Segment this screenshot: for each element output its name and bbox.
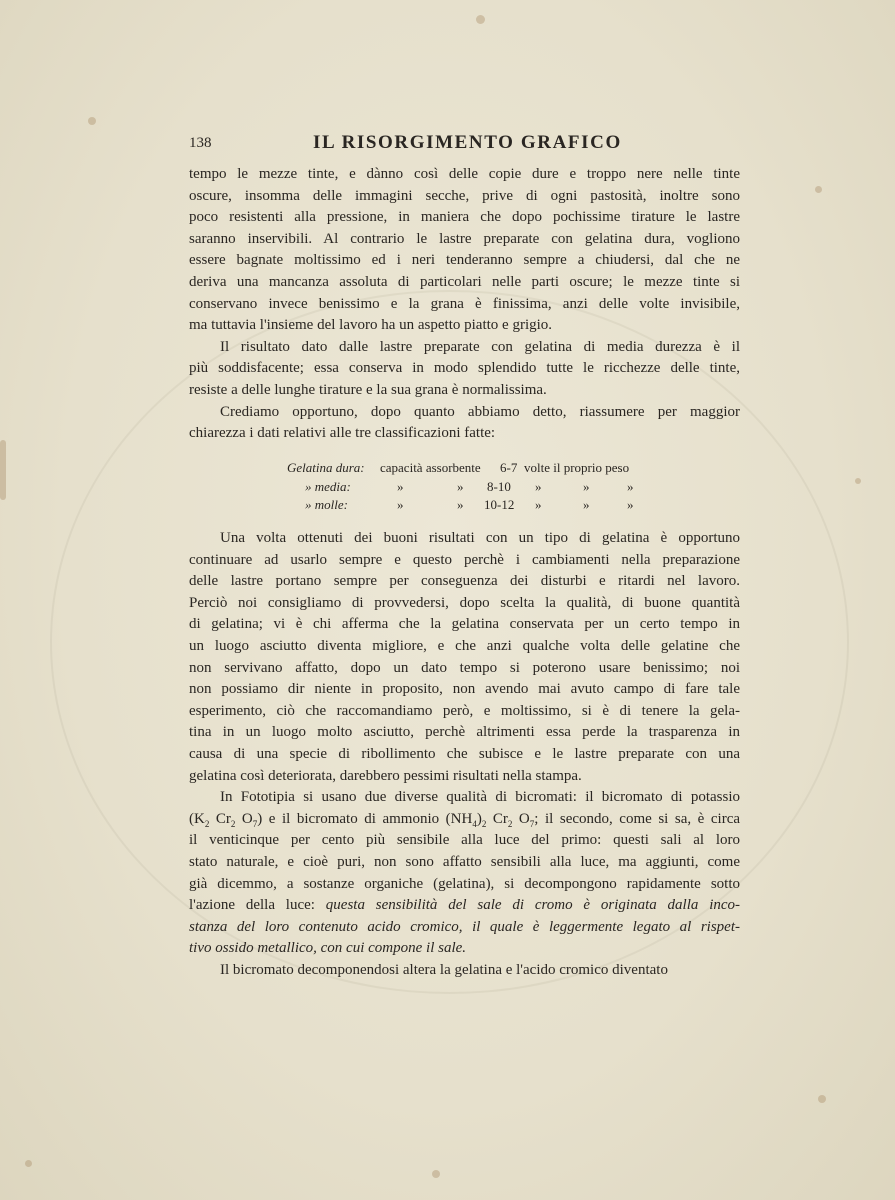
foxing-spot (88, 117, 96, 125)
table-cell: » (627, 478, 634, 494)
text-line: delle lastre portano sempre per conseguenza dei disturbi e ritardi nel lavoro. (189, 573, 740, 590)
table-value: 8-10 (487, 478, 511, 494)
text-line: In Fototipia si usano due diverse qualità di bicromati: il bicromato di potassio (220, 789, 740, 806)
text-line: Perciò noi consigliamo di provvedersi, dopo scelta la qualità, di buone quantità (189, 594, 740, 611)
running-title: IL RISORGIMENTO GRAFICO (313, 132, 622, 153)
text-line: il venticinque per cento più sensibile alla luce del primo: questi sali al loro (189, 832, 740, 849)
text-line: tina in un luogo molto asciutto, perchè altrimenti essa perde la trasparenza in (189, 724, 740, 741)
text-line: tempo le mezze tinte, e dànno così delle copie dure e troppo nere nelle tinte (189, 166, 740, 182)
text-line: Il risultato dato dalle lastre preparate con gelatina di media durezza è il (220, 338, 740, 355)
text-line: oscure, insomma delle immagini secche, prive di ogni pastosità, inoltre sono (189, 187, 740, 204)
text-line: causa di una specie di ribollimento che subisce e le lastre preparate con una (189, 745, 740, 762)
foxing-spot (0, 440, 6, 500)
table-row (287, 496, 647, 515)
table-cell: » (397, 497, 404, 512)
text-line: deriva una mancanza assoluta di particolari nelle parti oscure; le mezze tinte si (189, 273, 740, 290)
text-line: un luogo asciutto diventa migliore, e che anzi qualche volta delle gelatine che (189, 637, 740, 654)
table-cell: » (457, 497, 464, 512)
text-line: esperimento, ciò che raccomandiamo però, e moltissimo, si è di tenere la gela- (189, 702, 740, 719)
foxing-spot (855, 478, 861, 484)
text-line: già dicemmo, a sostanze organiche (gelatina), si decompongono rapidamente sotto (189, 875, 740, 892)
text-line: Crediamo opportuno, dopo quanto abbiamo detto, riassumere per maggior (220, 403, 740, 420)
text-line: tivo ossido metallico, con cui compone il sale. (189, 940, 467, 957)
page-number: 138 (189, 135, 212, 151)
table-label: » molle: (305, 497, 348, 512)
text-line: gelatina così deteriorata, darebbero pessimi risultati nella stampa. (189, 767, 582, 784)
text-line: poco resistenti alla pressione, in maniera che dopo pochissime tirature le lastre (189, 209, 740, 226)
formula-line: ($K_2$ $Cr_2$ $O_7$) e il bicromato di ammonio $(NH_4)_2$ $Cr_2$ $O_7$; il secondo, come si sa, è circa (189, 810, 740, 829)
table-cell: » (583, 497, 590, 512)
text-line: continuare ad usarlo sempre e questo perchè i cambiamenti nella preparazione (189, 551, 740, 568)
table-value: 6-7 (500, 460, 518, 475)
table-cell: » (627, 497, 634, 512)
text-line: Il bicromato decomponendosi altera la gelatina e l'acido cromico diventato (220, 961, 668, 978)
table-cell: » (535, 478, 542, 494)
gelatina-table (287, 459, 647, 515)
text-line: stato naturale, e cioè puri, non sono affatto sensibili alla luce, ma aggiunti, come (189, 853, 740, 870)
text-line: essere bagnate moltissimo ed i neri tenderanno sempre a chiudersi, dal che ne (189, 252, 740, 269)
text-line: non possiamo dir niente in proposito, non avendo mai avuto campo di fare tale (189, 681, 740, 698)
foxing-spot (25, 1160, 32, 1167)
table-label: Gelatina dura: (287, 460, 365, 475)
text-line: chiarezza i dati relativi alle tre classificazioni fatte: (189, 425, 496, 442)
text-line: stanza del loro contenuto acido cromico, il quale è leggermente legato al rispet- (189, 918, 740, 935)
text-line: ma tuttavia l'insieme del lavoro ha un aspetto piatto e grigio. (189, 317, 553, 334)
text-line: di gelatina; vi è chi afferma che la gelatina conservata per un certo tempo in (189, 616, 740, 633)
foxing-spot (476, 15, 485, 24)
table-cell: » (583, 478, 590, 494)
table-row (287, 459, 647, 478)
body-text-bottom (189, 528, 740, 981)
text-line: non servivano affatto, dopo un dato tempo si poterono usare benissimo; noi (189, 659, 740, 676)
table-cell: » (397, 478, 404, 494)
text-line: resiste a delle lunghe tirature e la sua grana è normalissima. (189, 381, 547, 398)
table-cell: » (535, 497, 542, 512)
body-text-top (189, 164, 740, 445)
text-line: conservano invece benissimo e la grana è finissima, anzi delle volte invisibile, (189, 295, 740, 312)
table-value: 10-12 (484, 497, 515, 512)
foxing-spot (815, 186, 822, 193)
table-cell: » (457, 478, 464, 494)
table-label: » media: (305, 478, 351, 494)
text-line: saranno inservibili. Al contrario le lastre preparate con gelatina dura, vogliono (189, 230, 740, 247)
table-row (287, 478, 647, 497)
table-cell: volte il proprio peso (524, 460, 630, 475)
foxing-spot (818, 1095, 826, 1103)
text-line: l'azione della luce: questa sensibilità del sale di cromo è originata dalla inco- (189, 897, 740, 914)
foxing-spot (432, 1170, 440, 1178)
table-cell: capacità assorbente (380, 460, 481, 475)
text-line: più soddisfacente; essa conserva in modo splendido tutte le ricchezze delle tinte, (189, 360, 740, 377)
page-header (189, 132, 740, 156)
text-line: Una volta ottenuti dei buoni risultati con un tipo di gelatina è opportuno (220, 530, 740, 546)
